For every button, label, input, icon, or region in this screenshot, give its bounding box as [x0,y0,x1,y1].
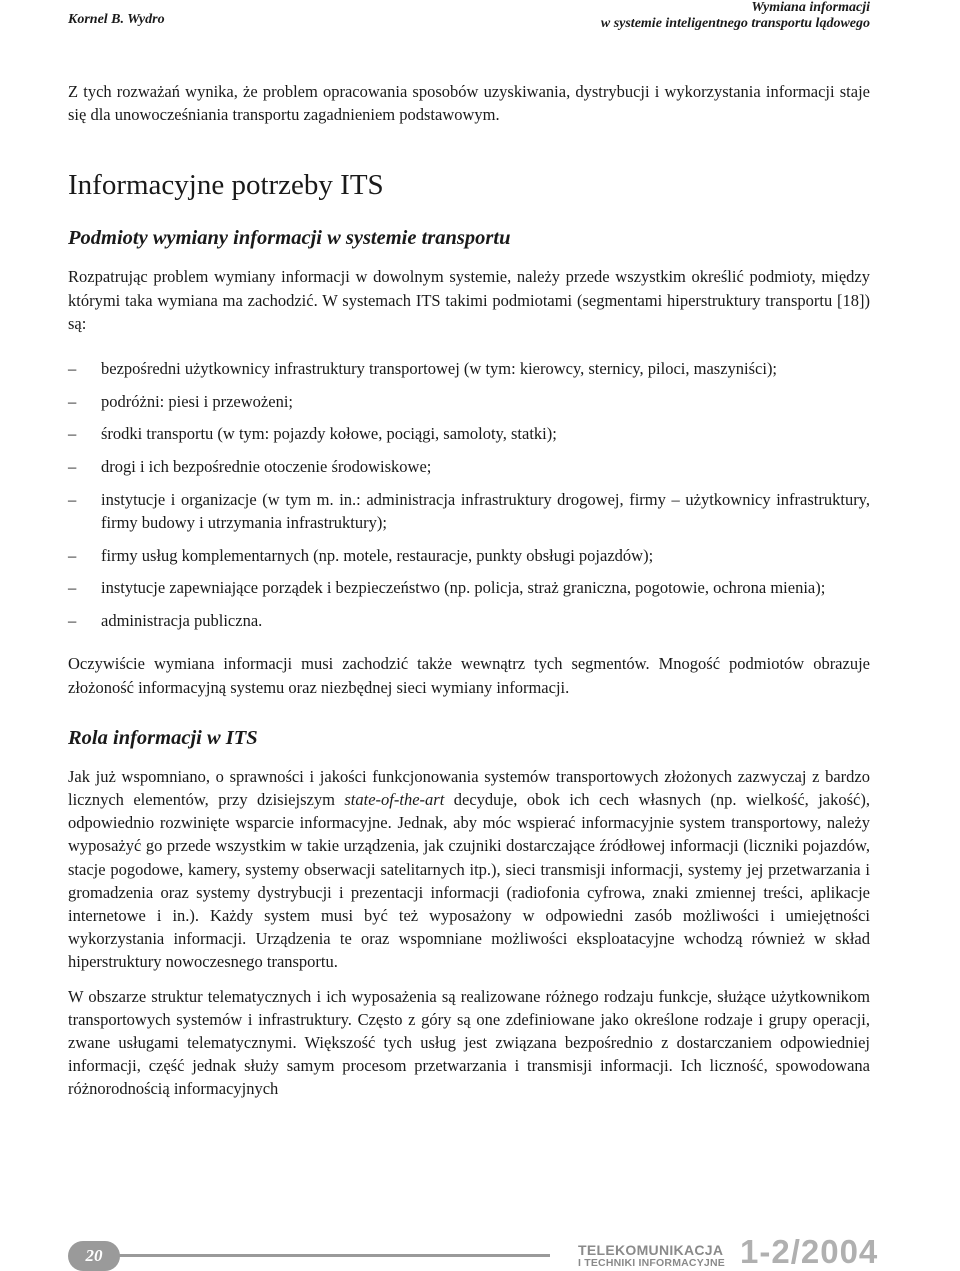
list-item: – instytucje zapewniające porządek i bezpieczeństwo (np. policja, straż graniczna, pogotowie, ochrona mienia); [68,576,870,599]
section-title: Informacyjne potrzeby ITS [68,169,384,202]
list-item: – środki transportu (w tym: pojazdy kołowe, pociągi, samoloty, statki); [68,422,870,445]
subsection-title-podmioty: Podmioty wymiany informacji w systemie transportu [68,227,511,250]
list-item: – drogi i ich bezpośrednie otoczenie środowiskowe; [68,455,870,478]
running-header-title [601,0,870,32]
page-body [68,80,870,1101]
journal-name-line1: TELEKOMUNIKACJA [578,1242,724,1258]
page-number-badge: 20 [68,1241,120,1271]
issue-number: 1-2/2004 [740,1233,879,1270]
paragraph-rola-1 [68,765,870,974]
list-item: – firmy usług komplementarnych (np. motele, restauracje, punkty obsługi pojazdów); [68,544,870,567]
term-state-of-the-art: state-of-the-art [344,789,445,809]
journal-name-line2: I TECHNIKI INFORMACYJNE [578,1257,725,1269]
list-item: – bezpośredni użytkownicy infrastruktury transportowej (w tym: kierowcy, sternicy, piloci, maszyniści); [68,357,870,380]
footer-rule [100,1254,550,1257]
list-item: – instytucje i organizacje (w tym m. in.: administracja infrastruktury drogowej, firmy – użytkownicy infrastruktury, firmy budowy i utrzymania infrastruktury); [68,488,870,534]
paragraph-rola-1-part2: decyduje, obok ich cech własnych (np. wielkość, jakość), odpowiednio rozwinięte wsparcie informacyjne. Jednak, aby móc wspierać informacyjnie system transportowy, należy wyposażyć go przede wszystkim w takie urządzenia, jak czujniki dostarczające źródłowej informacji (liczniki pojazdów, stacje pogodowe, kamery, systemy obserwacji satelitarnych itp.), sieci transmisji informacji, systemy jej przetwarzania i gromadzenia oraz systemy dystrybucji i prezentacji informacji (radiofonia cyfrowa, znaki zmiennej treści, aplikacje internetowe i in.). Każdy system musi być też wyposażony w odpowiedni zasób możliwości i umiejętności wykorzystania informacji. Urządzenia te oraz wspomniane możliwości eksploatacyjne wchodzą również w skład hiperstruktury nowoczesnego transportu. [68,789,870,972]
running-header-title-line1: Wymiana informacji [751,0,870,15]
intro-paragraph: Z tych rozważań wynika, że problem opracowania sposobów uzyskiwania, dystrybucji i wykorzystania informacji staje się dla unowocześniania transportu zagadnieniem podstawowym. [68,82,870,125]
bullet-list-podmioty [68,357,870,632]
paragraph-podmioty-intro: Rozpatrując problem wymiany informacji w dowolnym systemie, należy przede wszystkim określić podmioty, między którymi taka wymiana ma zachodzić. W systemach ITS takimi podmiotami (segmentami hiperstruktury transportu [18]) są: [68,267,870,333]
list-item: – podróżni: piesi i przewożeni; [68,390,870,413]
paragraph-rola-1-part1: Jak już wspomniano, o sprawności i jakości funkcjonowania systemów transportowych złożonych zazwyczaj z bardzo licznych elementów, przy dzisiejszym [68,766,870,809]
journal-name [578,1243,725,1269]
paragraph-podmioty-closing: Oczywiście wymiana informacji musi zachodzić także wewnątrz tych segmentów. Mnogość podmiotów obrazuje złożoność informacyjną systemu oraz niezbędnej sieci wymiany informacji. [68,654,870,697]
subsection-title-rola: Rola informacji w ITS [68,726,258,749]
list-item: – administracja publiczna. [68,609,870,632]
running-header-author: Kornel B. Wydro [68,12,165,27]
running-header-title-line2: w systemie inteligentnego transportu lądowego [600,16,870,31]
paragraph-rola-2: W obszarze struktur telematycznych i ich wyposażenia są realizowane różnego rodzaju funkcje, służące użytkownikom transportowych systemów i infrastruktury. Często z góry są one zdefiniowane jako określone rodzaje i grupy operacji, zwane usługami telematycznymi. Większość tych usług jest związana bezpośrednio z dostarczaniem odpowiedniej informacji, część jednak służy samym procesom przetwarzania i transmisji informacji. Ich liczność, spowodowana różnorodnością informacyjnych [68,986,870,1099]
